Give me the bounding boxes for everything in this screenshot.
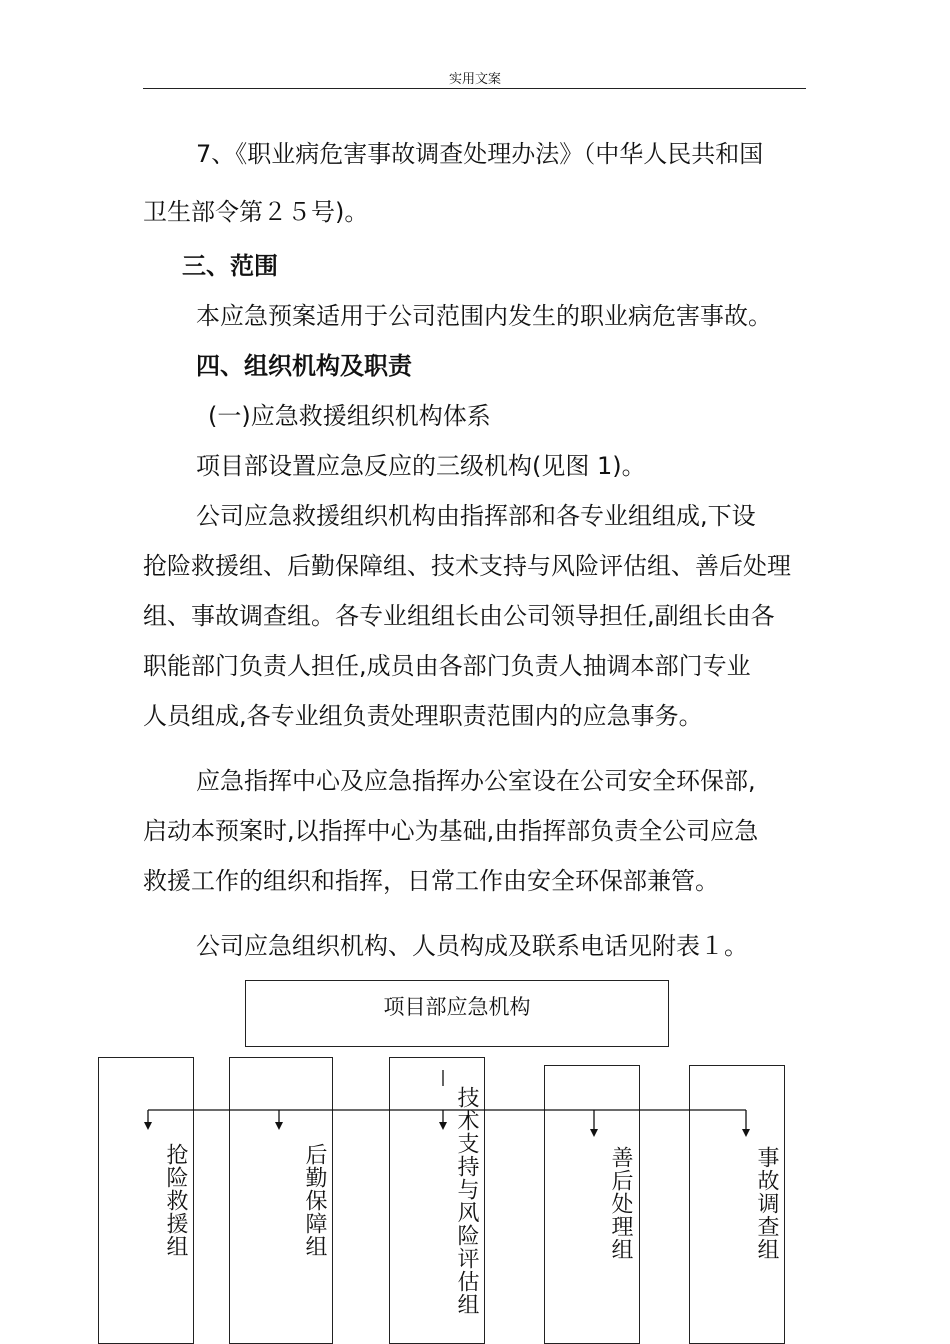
paragraph: 启动本预案时,以指挥中心为基础,由指挥部负责全公司应急: [143, 817, 759, 845]
section-heading: 三、范围: [182, 252, 278, 280]
paragraph: 公司应急救援组织机构由指挥部和各专业组组成,下设: [196, 502, 756, 530]
org-group-label: 善后处理组: [608, 1146, 633, 1261]
subheading: (一)应急救援组织机构体系: [208, 402, 491, 430]
paragraph: 救援工作的组织和指挥，日常工作由安全环保部兼管。: [143, 867, 719, 895]
paragraph: 职能部门负责人担任,成员由各部门负责人抽调本部门专业: [143, 652, 751, 680]
paragraph: 应急指挥中心及应急指挥办公室设在公司安全环保部,: [196, 767, 756, 795]
org-top-label: 项目部应急机构: [383, 995, 531, 1019]
paragraph: 7、《职业病危害事故调查处理办法》（中华人民共和国: [196, 140, 764, 168]
section-heading: 四、组织机构及职责: [196, 352, 412, 380]
paragraph: 抢险救援组、后勤保障组、技术支持与风险评估组、善后处理: [143, 552, 791, 580]
org-group-label: 技术支持与风险评估组: [454, 1086, 479, 1316]
org-group-label: 抢险救援组: [163, 1143, 188, 1258]
paragraph: 公司应急组织机构、人员构成及联系电话见附表１。: [196, 932, 748, 960]
paragraph: 组、事故调查组。各专业组组长由公司领导担任,副组长由各: [143, 602, 775, 630]
org-group-label: 后勤保障组: [302, 1143, 327, 1258]
paragraph: 人员组成,各专业组负责处理职责范围内的应急事务。: [143, 702, 703, 730]
org-group-label: 事故调查组: [754, 1146, 779, 1261]
paragraph: 卫生部令第２５号)。: [143, 198, 369, 226]
paragraph: 本应急预案适用于公司范围内发生的职业病危害事故。: [196, 302, 772, 330]
paragraph: 项目部设置应急反应的三级机构(见图 1)。: [196, 452, 646, 480]
page-header: 实用文案: [448, 72, 501, 87]
